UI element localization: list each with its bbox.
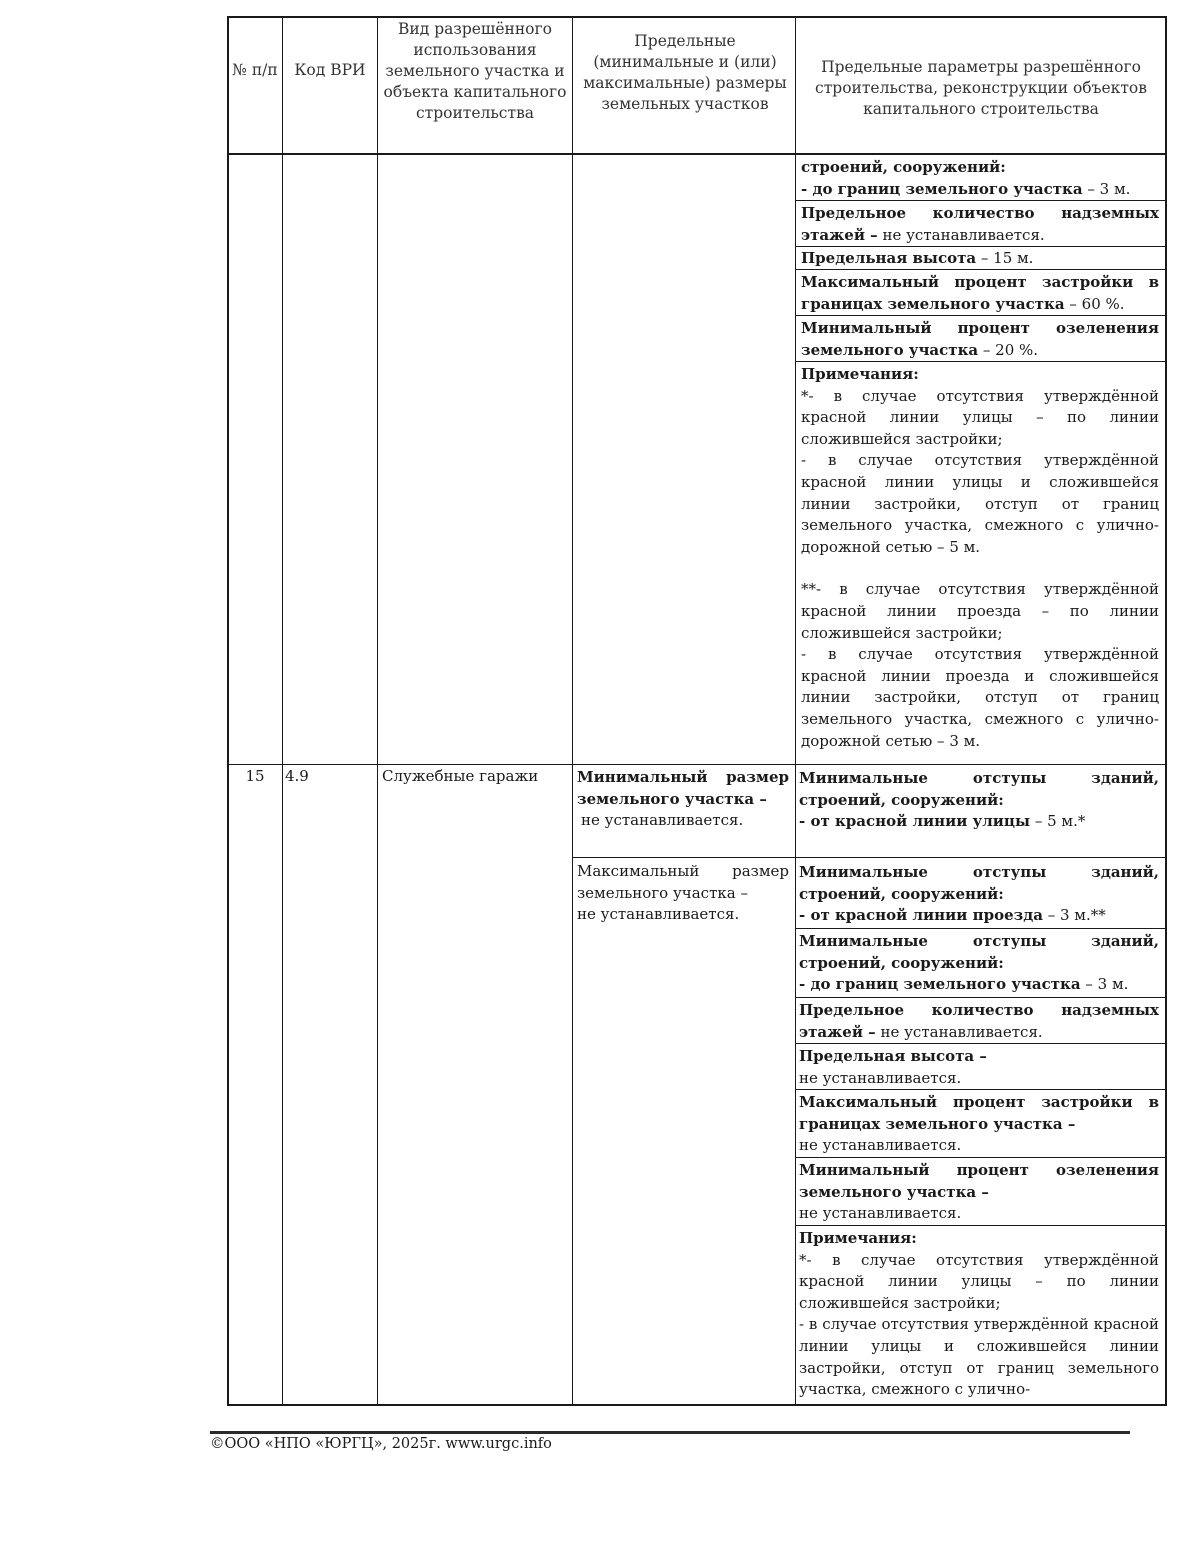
prev-setback-continuation: строений, сооружений: - до границ земельного участка – 3 м. <box>801 158 1131 198</box>
header-col-code: Код ВРИ <box>294 61 366 79</box>
row15-subrow-line-1 <box>795 857 1167 858</box>
prev-height-limit: Предельная высота – 15 м. <box>801 249 1034 267</box>
row15-number: 15 <box>245 767 265 785</box>
header-col-build-params: Предельные параметры разрешённого строительства, реконструкции объектов капитального строительства <box>815 58 1147 118</box>
col-divider-2 <box>377 16 378 1406</box>
prev-notes: Примечания: *- в случае отсутствия утверждённой красной линии улицы – по линии сложившейся застройки; - в случае отсутствия утверждённой красной линии улицы и сложившейся линии застройки, отступ от границ земельного участка, смежного с улично-дорожной сетью – 5 м. **- в случае отсутствия утверждённой красной линии проезда – по линии сложившейся застройки; - в случае отсутствия утверждённой красной линии проезда и сложившейся линии застройки, отступ от границ земельного участка, смежного с улично-дорожной сетью – 3 м. <box>801 365 1159 750</box>
header-divider <box>227 153 1167 155</box>
row15-max-plot-size: Максимальный размер земельного участка – не устанавливается. <box>577 862 789 924</box>
row15-floors-limit: Предельное количество надземных этажей – не устанавливается. <box>799 1001 1159 1041</box>
prev-max-coverage: Максимальный процент застройки в границах земельного участка – 60 %. <box>801 273 1159 313</box>
row15-subrow-line-7 <box>795 1225 1167 1226</box>
row15-top-line <box>227 764 1167 765</box>
col-divider-4 <box>795 16 796 1406</box>
table-border-right <box>1165 16 1167 1406</box>
row15-max-coverage: Максимальный процент застройки в границах земельного участка – не устанавливается. <box>799 1093 1159 1155</box>
row15-setback-street: Минимальные отступы зданий, строений, сооружений: - от красной линии улицы – 5 м.* <box>799 769 1159 831</box>
prev-min-greenery: Минимальный процент озеленения земельного участка – 20 %. <box>801 319 1159 359</box>
row15-size-divider <box>572 857 795 858</box>
table-border-bottom <box>227 1404 1167 1406</box>
col-divider-3 <box>572 16 573 1406</box>
row15-subrow-line-2 <box>795 928 1167 929</box>
row15-min-plot-size: Минимальный размер земельного участка – не устанавливается. <box>577 768 789 830</box>
table-border-left <box>227 16 229 1406</box>
header-col-plot-sizes: Предельные (минимальные и (или) максимальные) размеры земельных участков <box>583 32 787 113</box>
header-col-use-type: Вид разрешённого использования земельного участка и объекта капитального строительства <box>383 20 567 122</box>
footer-copyright: ©ООО «НПО «ЮРГЦ», 2025г. www.urgc.info <box>210 1436 552 1452</box>
table-border-top <box>227 16 1167 18</box>
row15-use-name: Служебные гаражи <box>382 767 539 785</box>
prev-floors-limit: Предельное количество надземных этажей – не устанавливается. <box>801 204 1159 244</box>
row15-setback-boundary: Минимальные отступы зданий, строений, сооружений: - до границ земельного участка – 3 м. <box>799 932 1159 994</box>
row15-min-greenery: Минимальный процент озеленения земельного участка – не устанавливается. <box>799 1161 1159 1223</box>
row15-code: 4.9 <box>285 767 309 785</box>
footer-rule <box>210 1431 1130 1434</box>
row15-subrow-line-6 <box>795 1157 1167 1158</box>
col-divider-1 <box>282 16 283 1406</box>
header-col-number: № п/п <box>232 61 278 79</box>
row15-setback-driveway: Минимальные отступы зданий, строений, сооружений: - от красной линии проезда – 3 м.** <box>799 863 1159 925</box>
row15-height-limit: Предельная высота – не устанавливается. <box>799 1047 987 1087</box>
regulations-table <box>227 16 1167 1406</box>
row15-subrow-line-3 <box>795 997 1167 998</box>
row15-notes: Примечания: *- в случае отсутствия утверждённой красной линии улицы – по линии сложившейся застройки; - в случае отсутствия утверждённой красной линии улицы и сложившейся линии застройки, отступ от границ земельного участка, смежного с улично- <box>799 1229 1159 1399</box>
